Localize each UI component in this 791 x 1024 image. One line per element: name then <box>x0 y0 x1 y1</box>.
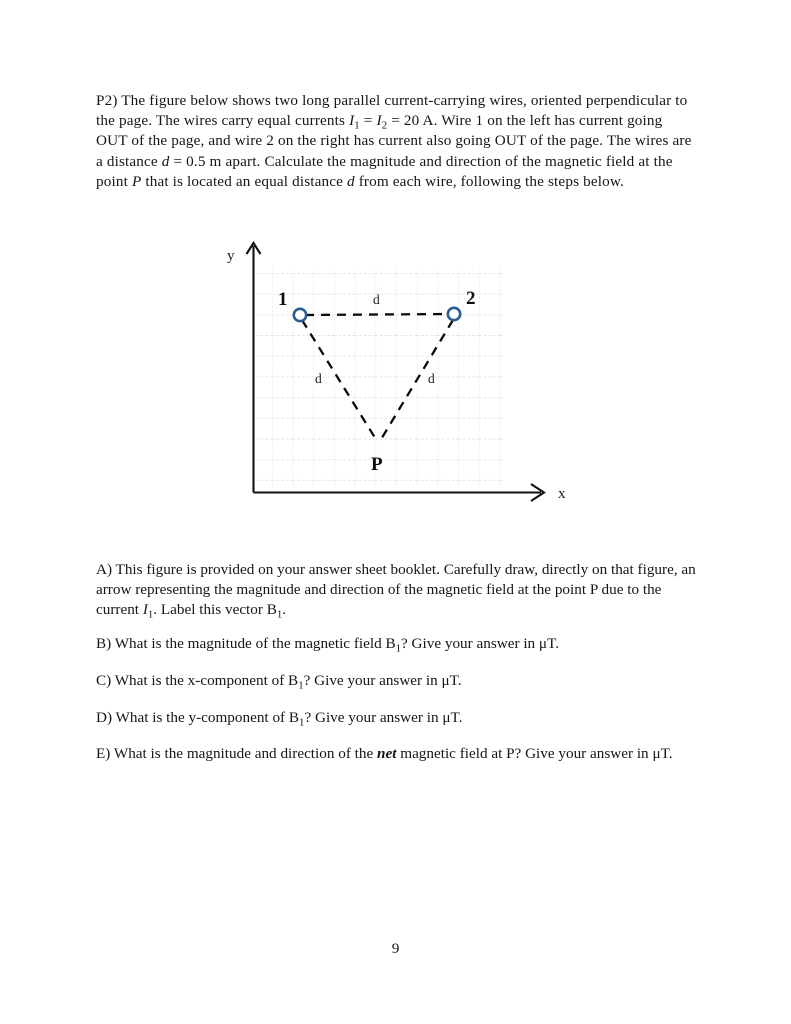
current-2-subscript: 2 <box>381 119 388 132</box>
question-d-suffix: ? Give your answer in μT. <box>304 709 463 726</box>
intro-line-5-suffix: from each wire, following the steps below. <box>354 172 624 190</box>
question-b-text: B) What is the magnitude of the magnetic field B <box>96 635 396 652</box>
question-a-current-subscript: 1 <box>147 608 154 621</box>
question-e-emphasis: net <box>377 745 397 762</box>
equals-sign-1: = <box>359 112 377 130</box>
question-a <box>96 560 698 621</box>
distance-symbol: d <box>161 152 170 170</box>
question-c-text: C) What is the x-component of B <box>96 672 299 689</box>
question-c <box>96 671 698 691</box>
question-e-text: E) What is the magnitude and direction of the <box>96 745 378 762</box>
intro-line-5-middle: that is located an equal distance <box>141 172 348 190</box>
question-a-current-symbol: I <box>142 601 148 619</box>
point-p-label: P <box>371 454 383 475</box>
problem-statement <box>96 91 696 192</box>
wire-2-label: 2 <box>466 288 476 309</box>
question-d-subscript: 1 <box>299 716 305 729</box>
intro-line-4-prefix: a distance <box>96 152 162 170</box>
question-a-middle: . Label this vector B <box>153 601 277 619</box>
wire-2-marker <box>448 308 460 320</box>
distance-symbol-2: d <box>347 172 355 190</box>
y-axis-label: y <box>227 248 235 264</box>
distance-value-text: = 0.5 m apart. Calculate the magnitude and direction of the magnetic field at the <box>169 152 673 170</box>
distance-label-right: d <box>428 371 435 386</box>
current-1-symbol: I <box>349 112 355 130</box>
current-2-symbol: I <box>376 112 382 130</box>
point-p-symbol: P <box>131 172 142 190</box>
question-d <box>96 708 698 728</box>
x-axis-label: x <box>558 486 566 502</box>
question-a-suffix: . <box>282 601 287 619</box>
current-value-text: = 20 A. Wire 1 on the left has current going <box>387 112 663 130</box>
intro-line-2-prefix: the page. The wires carry equal currents <box>96 112 350 130</box>
magnetic-field-figure <box>210 232 582 524</box>
intro-line-5-prefix: point <box>96 172 132 190</box>
distance-label-left: d <box>315 371 322 386</box>
page-number: 9 <box>391 940 400 957</box>
wire-1-label: 1 <box>278 289 288 310</box>
question-d-text: D) What is the y-component of B <box>96 709 300 726</box>
wire-1-marker <box>294 309 306 321</box>
question-e-suffix: magnetic field at P? Give your answer in μT. <box>396 745 673 762</box>
question-b-suffix: ? Give your answer in μT. <box>401 635 560 652</box>
question-e <box>96 744 698 764</box>
intro-line-3: OUT of the page, and wire 2 on the right has current also going OUT of the page. The wires are <box>96 132 692 150</box>
intro-line-1: P2) The figure below shows two long parallel current-carrying wires, oriented perpendicular to <box>96 92 688 109</box>
question-a-text: A) This figure is provided on your answer sheet booklet. Carefully draw, directly on that figure, an arrow representing the magnitude and direction of the magnetic field at the point P due to the current <box>96 561 696 619</box>
question-b-subscript: 1 <box>395 642 402 655</box>
current-1-subscript: 1 <box>354 119 360 132</box>
distance-label-top: d <box>373 292 380 307</box>
question-a-vector-subscript: 1 <box>276 608 283 621</box>
question-c-subscript: 1 <box>298 679 304 692</box>
question-b <box>96 634 698 654</box>
question-c-suffix: ? Give your answer in μT. <box>303 672 462 689</box>
